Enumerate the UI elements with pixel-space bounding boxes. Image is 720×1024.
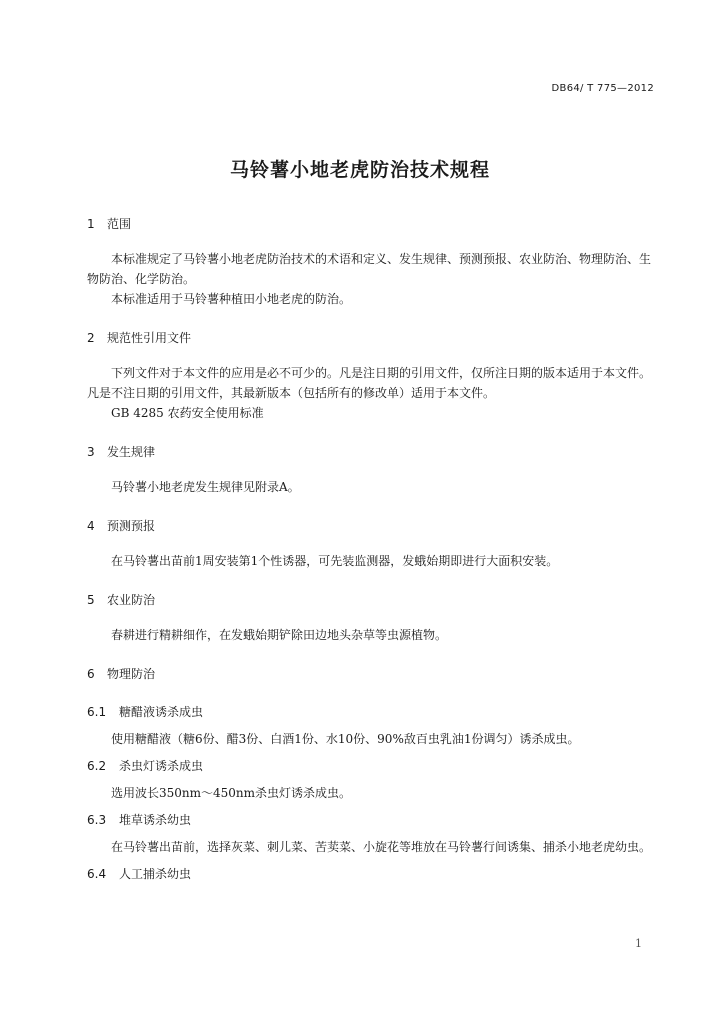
section-heading-3	[87, 443, 655, 461]
paragraph: 本标准适用于马铃薯种植田小地老虎的防治。	[111, 292, 352, 306]
page-number: 1	[635, 937, 642, 950]
section-title: 发生规律	[107, 445, 156, 459]
paragraph: 在马铃薯出苗前，选择灰菜、刺儿菜、苦荬菜、小旋花等堆放在马铃薯行间诱集、捕杀小地老虎幼虫。	[111, 840, 652, 854]
subsection-heading-6-4	[87, 865, 655, 883]
paragraph: 春耕进行精耕细作，在发蛾始期铲除田边地头杂草等虫源植物。	[111, 628, 448, 642]
subsection-title: 堆草诱杀幼虫	[119, 813, 192, 827]
section-heading-5	[87, 591, 655, 609]
document-title: 马铃薯小地老虎防治技术规程	[229, 159, 490, 181]
section-number: 1	[87, 217, 95, 231]
section-title: 预测预报	[107, 519, 156, 533]
section-number: 4	[87, 519, 95, 533]
subsection-number: 6.3	[87, 813, 107, 827]
section-heading-1	[87, 215, 655, 233]
section-number: 6	[87, 667, 95, 681]
section-heading-2	[87, 329, 655, 347]
section-number: 5	[87, 593, 95, 607]
paragraph: 选用波长350nm～450nm杀虫灯诱杀成虫。	[111, 786, 352, 800]
subsection-title: 杀虫灯诱杀成虫	[119, 759, 204, 773]
section-title: 规范性引用文件	[107, 331, 192, 345]
subsection-title: 糖醋液诱杀成虫	[119, 705, 204, 719]
paragraph: 在马铃薯出苗前1周安装第1个性诱器，可先装监测器，发蛾始期即进行大面积安装。	[111, 554, 559, 568]
paragraph: 本标准规定了马铃薯小地老虎防治技术的术语和定义、发生规律、预测预报、农业防治、物理防治、生物防治、化学防治。	[87, 252, 652, 286]
section-heading-4	[87, 517, 655, 535]
paragraph: 下列文件对于本文件的应用是必不可少的。凡是注日期的引用文件，仅所注日期的版本适用于本文件。凡是不注日期的引用文件，其最新版本（包括所有的修改单）适用于本文件。	[87, 366, 652, 400]
standard-code: DB64/ T 775—2012	[551, 83, 654, 94]
document-body	[87, 215, 655, 883]
section-number: 2	[87, 331, 95, 345]
subsection-number: 6.2	[87, 759, 107, 773]
subsection-heading-6-1	[87, 703, 655, 721]
paragraph: 使用糖醋液（糖6份、醋3份、白酒1份、水10份、90%敌百虫乳油1份调匀）诱杀成虫。	[111, 732, 580, 746]
section-number: 3	[87, 445, 95, 459]
section-title: 农业防治	[107, 593, 156, 607]
subsection-number: 6.4	[87, 867, 107, 881]
section-title: 物理防治	[107, 667, 156, 681]
subsection-number: 6.1	[87, 705, 107, 719]
subsection-heading-6-2	[87, 757, 655, 775]
section-heading-6	[87, 665, 655, 683]
paragraph: 马铃薯小地老虎发生规律见附录A。	[111, 480, 300, 494]
paragraph: GB 4285 农药安全使用标准	[111, 406, 264, 420]
subsection-title: 人工捕杀幼虫	[119, 867, 192, 881]
subsection-heading-6-3	[87, 811, 655, 829]
section-title: 范围	[107, 217, 132, 231]
